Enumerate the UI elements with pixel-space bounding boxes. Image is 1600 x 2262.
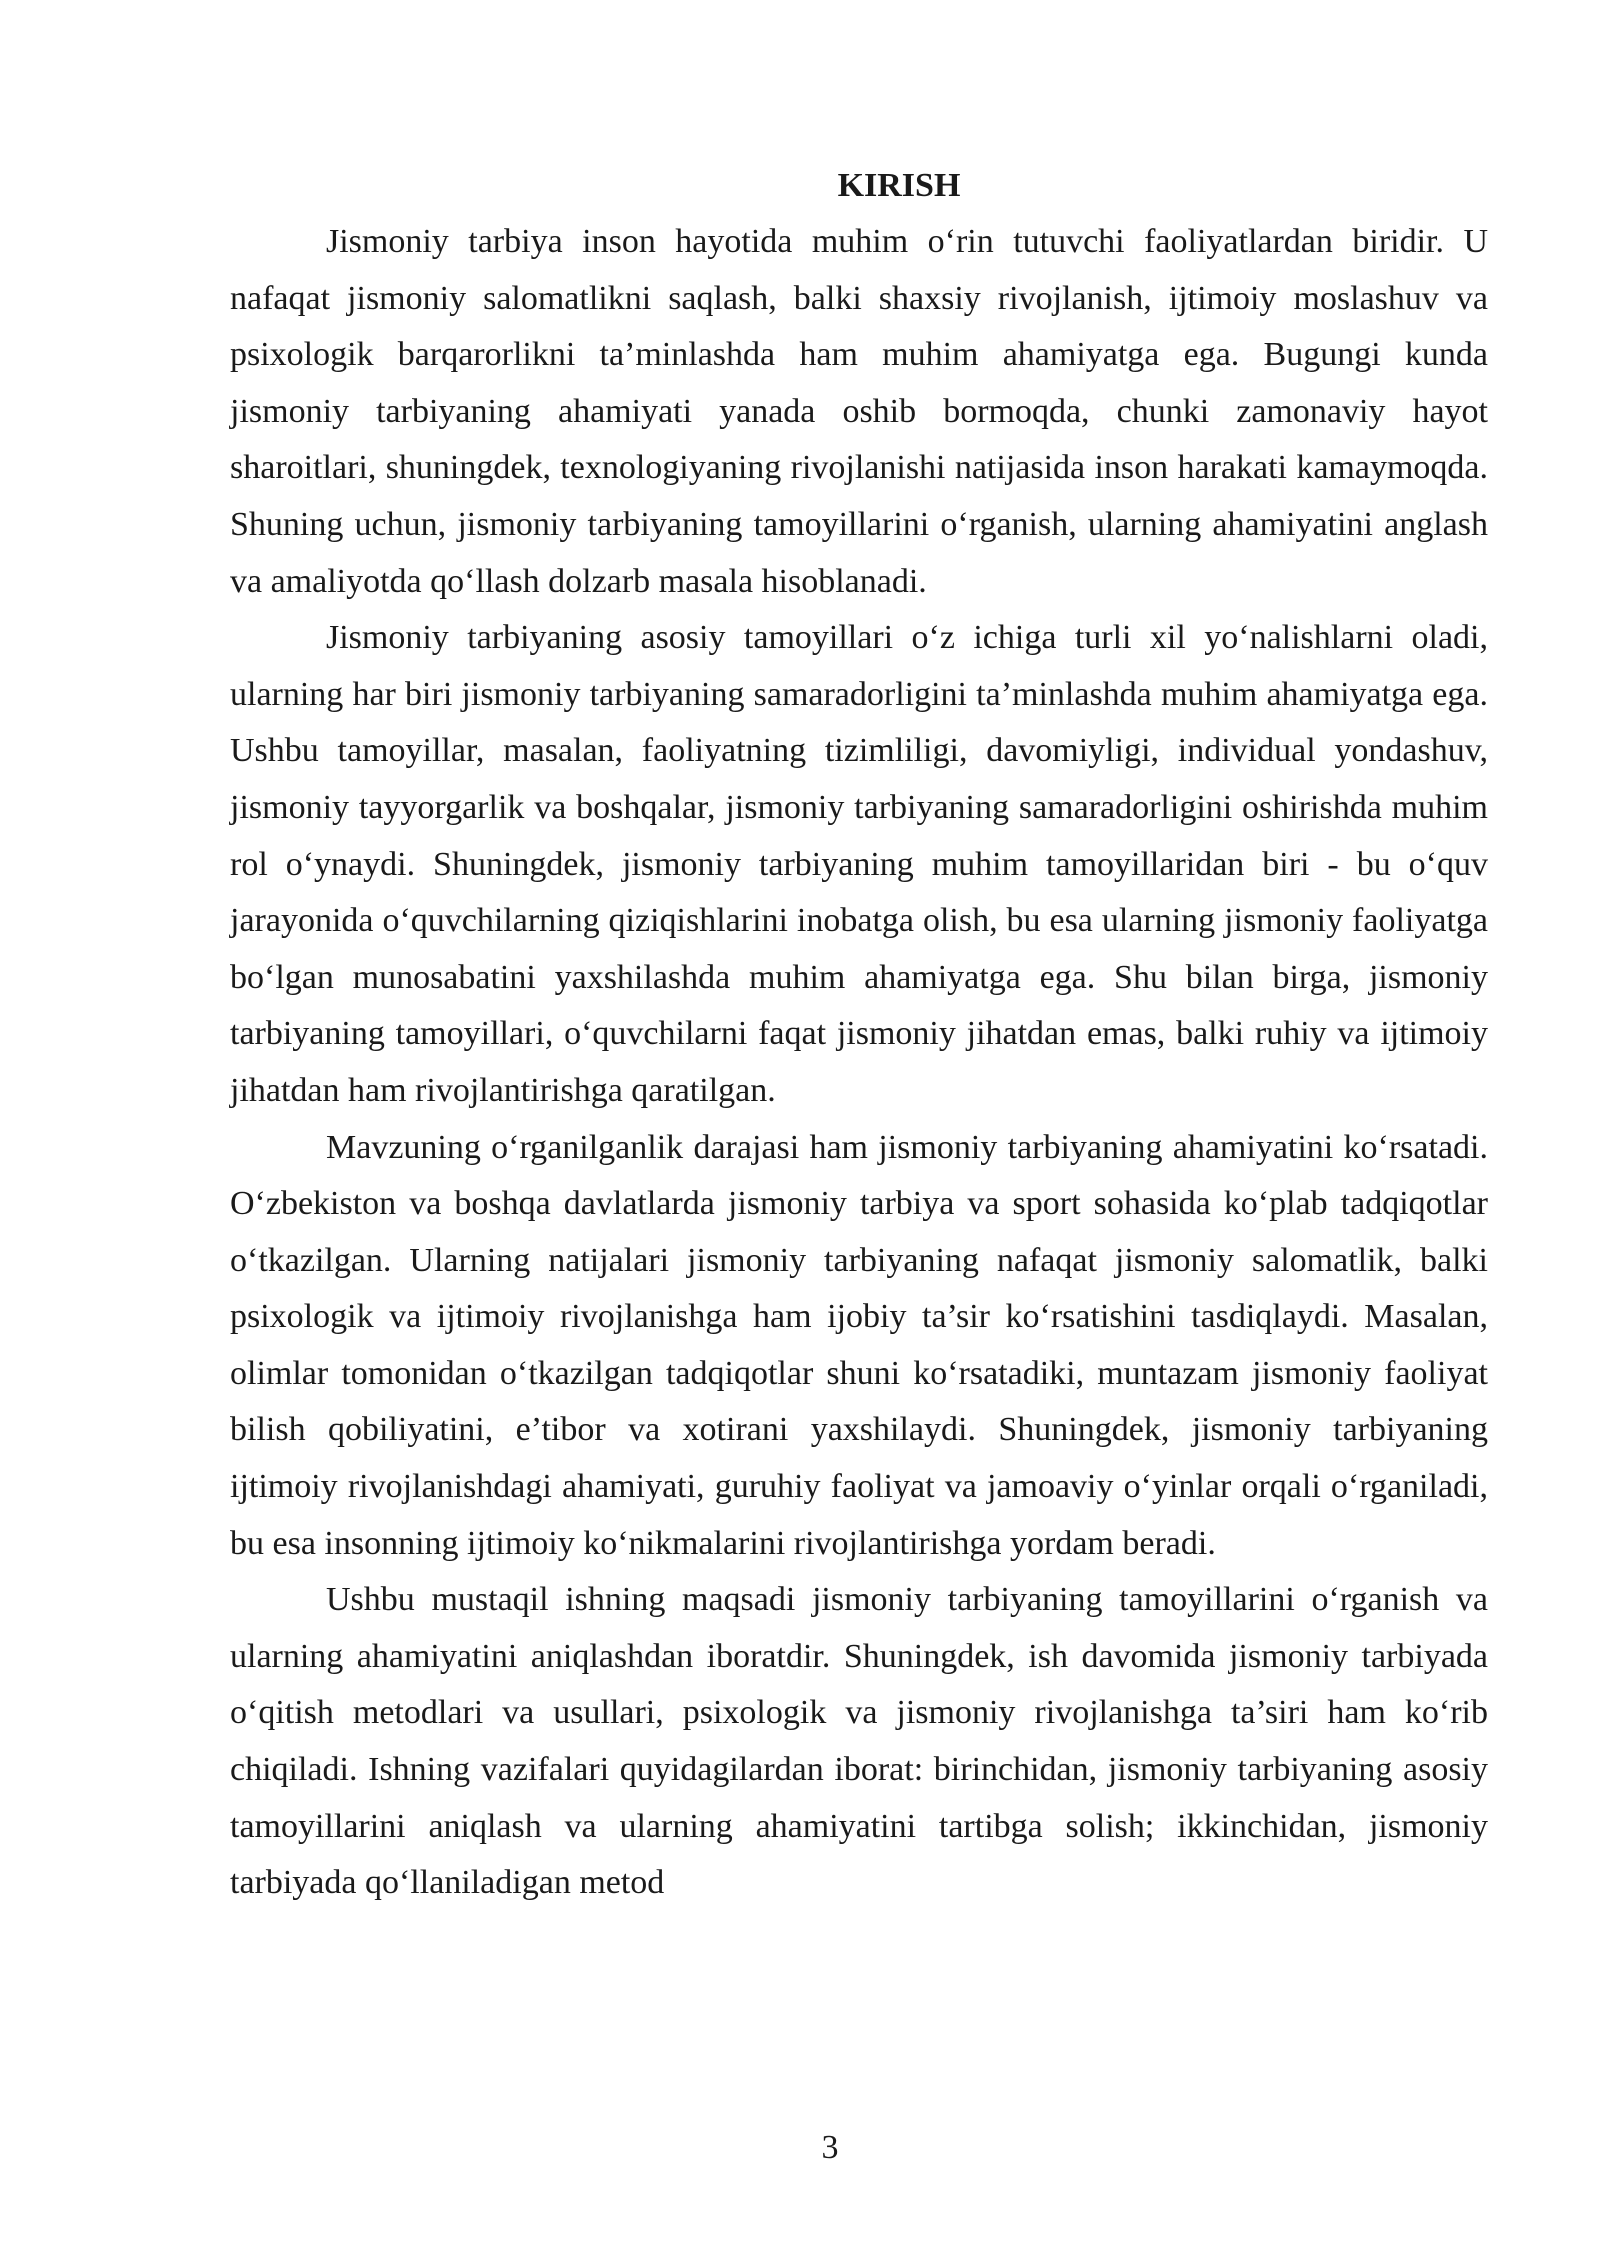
paragraph-1: Jismoniy tarbiya inson hayotida muhim o‘rin tutuvchi faoliyatlardan biridir. U nafaqat jismoniy salomatlikni saqlash, balki shaxsiy rivojlanish, ijtimoiy moslashuv va psixologik barqarorlikni ta’minlashda ham muhim ahamiyatga ega. Bugungi kunda jismoniy tarbiyaning ahamiyati yanada oshib bormoqda, chunki zamonaviy hayot sharoitlari, shuningdek, texnologiyaning rivojlanishi natijasida inson harakati kamaymoqda. Shuning uchun, jismoniy tarbiyaning tamoyillarini o‘rganish, ularning ahamiyatini anglash va amaliyotda qo‘llash dolzarb masala hisoblanadi. <box>230 223 1488 600</box>
paragraph-4: Ushbu mustaqil ishning maqsadi jismoniy tarbiyaning tamoyillarini o‘rganish va ularning ahamiyatini aniqlashdan iboratdir. Shuningdek, ish davomida jismoniy tarbiyada o‘qitish metodlari va usullari, psixologik va jismoniy rivojlanishga ta’siri ham ko‘rib chiqiladi. Ishning vazifalari quyidagilardan iborat: birinchidan, jismoniy tarbiyaning asosiy tamoyillarini aniqlash va ularning ahamiyatini tartibga solish; ikkinchidan, jismoniy tarbiyada qo‘llaniladigan metod <box>230 1581 1488 1902</box>
page-number: 3 <box>821 2129 839 2166</box>
paragraph-3: Mavzuning o‘rganilganlik darajasi ham jismoniy tarbiyaning ahamiyatini ko‘rsatadi. O‘zbekiston va boshqa davlatlarda jismoniy tarbiya va sport sohasida ko‘plab tadqiqotlar o‘tkazilgan. Ularning natijalari jismoniy tarbiyaning nafaqat jismoniy salomatlik, balki psixologik va ijtimoiy rivojlanishga ham ijobiy ta’sir ko‘rsatishini tasdiqlaydi. Masalan, olimlar tomonidan o‘tkazilgan tadqiqotlar shuni ko‘rsatadiki, muntazam jismoniy faoliyat bilish qobiliyatini, e’tibor va xotirani yaxshilaydi. Shuningdek, jismoniy tarbiyaning ijtimoiy rivojlanishdagi ahamiyati, guruhiy faoliyat va jamoaviy o‘yinlar orqali o‘rganiladi, bu esa insonning ijtimoiy ko‘nikmalarini rivojlantirishga yordam beradi. <box>230 1128 1488 1562</box>
paragraph-2: Jismoniy tarbiyaning asosiy tamoyillari o‘z ichiga turli xil yo‘nalishlarni oladi, ularning har biri jismoniy tarbiyaning samaradorligini ta’minlashda muhim ahamiyatga ega. Ushbu tamoyillar, masalan, faoliyatning tizimliligi, davomiyligi, individual yondashuv, jismoniy tayyorgarlik va boshqalar, jismoniy tarbiyaning samaradorligini oshirishda muhim rol o‘ynaydi. Shuningdek, jismoniy tarbiyaning muhim tamoyillaridan biri - bu o‘quv jarayonida o‘quvchilarning qiziqishlarini inobatga olish, bu esa ularning jismoniy faoliyatga bo‘lgan munosabatini yaxshilashda muhim ahamiyatga ega. Shu bilan birga, jismoniy tarbiyaning tamoyillari, o‘quvchilarni faqat jismoniy jihatdan emas, balki ruhiy va ijtimoiy jihatdan ham rivojlantirishga qaratilgan. <box>230 619 1488 1109</box>
document-page <box>230 158 1488 1912</box>
section-heading: KIRISH <box>837 167 961 204</box>
